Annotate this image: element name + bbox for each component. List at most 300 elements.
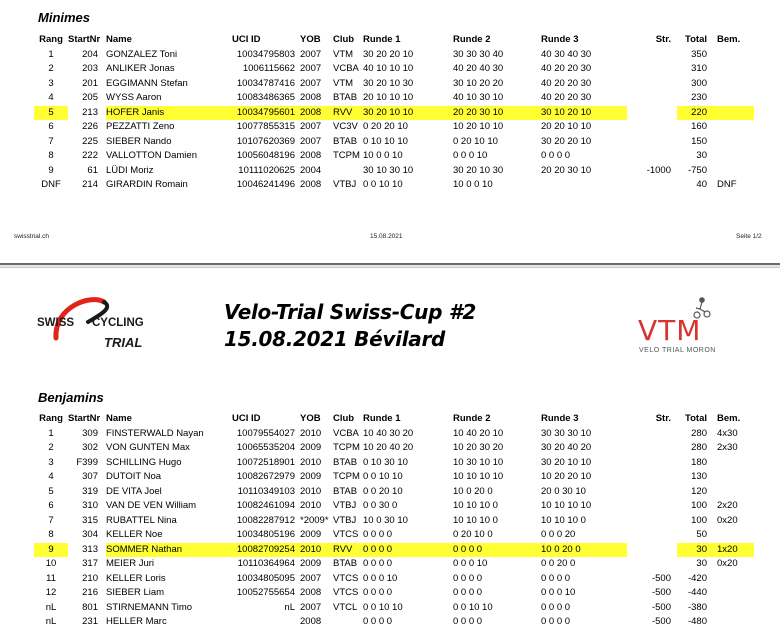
cell-bem xyxy=(713,164,754,179)
cell-r1: 0 0 0 0 xyxy=(363,587,393,598)
cell-club: VTBJ xyxy=(333,179,357,190)
cell-club: BTAB xyxy=(333,558,358,569)
cell-r1: 20 10 10 10 xyxy=(363,92,414,103)
cell-uci: 1006115662 xyxy=(242,63,295,74)
cell-r2: 20 20 30 10 xyxy=(453,106,541,121)
cell-bem xyxy=(713,149,754,164)
cell-bem xyxy=(713,528,754,543)
cell-str: -500 xyxy=(651,587,671,598)
cell-str xyxy=(627,485,677,500)
cell-name: LÜDI Moriz xyxy=(106,164,154,176)
cell-r1: 10 20 40 20 xyxy=(363,442,414,453)
cell-uci: 10052755654 xyxy=(236,587,295,598)
cell-r2: 0 0 0 10 xyxy=(453,150,488,161)
cell-r3: 40 20 20 30 xyxy=(541,92,592,103)
cell-r1: 0 10 30 10 xyxy=(363,456,408,468)
col-uci: UCI ID xyxy=(232,34,261,45)
cell-str xyxy=(627,441,677,456)
cell-r2: 0 0 0 0 xyxy=(453,587,483,598)
cell-club xyxy=(333,164,363,179)
cell-bem xyxy=(713,456,754,471)
col-rang: Rang xyxy=(39,413,63,424)
cell-uci: 10082461094 xyxy=(236,500,295,511)
cell-total: 30 xyxy=(677,543,713,558)
cell-r2: 0 0 0 0 xyxy=(453,616,483,627)
cell-str: -500 xyxy=(651,616,671,627)
cell-uci: 10083486365 xyxy=(236,92,295,103)
cell-bem xyxy=(713,91,754,106)
cell-bem xyxy=(713,601,754,616)
cell-r3: 10 0 20 0 xyxy=(541,543,627,558)
table-row xyxy=(34,77,754,92)
vtm-subtitle: VELO TRIAL MORON xyxy=(639,347,716,354)
table-row xyxy=(34,499,754,514)
cell-club: VTCS xyxy=(333,587,359,598)
cell-str: -1000 xyxy=(646,164,671,176)
cell-bem: DNF xyxy=(717,179,737,190)
table-row xyxy=(34,586,754,601)
cell-rang: 5 xyxy=(34,106,68,121)
cell-r3 xyxy=(541,178,627,193)
cell-r2: 0 0 0 10 xyxy=(453,558,488,569)
cell-yob: 2004 xyxy=(300,164,322,176)
benjamins-table xyxy=(34,412,754,630)
cell-total: 150 xyxy=(691,135,707,147)
vtm-letters: VTM xyxy=(638,314,702,347)
event-date-location: 15.08.2021 Bévilard xyxy=(224,327,446,351)
cell-yob: 2007 xyxy=(300,135,322,147)
cell-r1: 0 0 0 0 xyxy=(363,529,393,540)
cell-start: 214 xyxy=(82,179,98,190)
cell-name: VON GUNTEN Max xyxy=(106,442,190,453)
cell-str xyxy=(627,528,677,543)
cell-r2: 10 10 10 0 xyxy=(453,514,498,526)
cell-str xyxy=(627,456,677,471)
cell-yob: 2007 xyxy=(300,63,322,74)
cell-name: KELLER Noe xyxy=(106,529,163,540)
cell-uci: 10077855315 xyxy=(236,121,295,132)
cell-total: 130 xyxy=(691,471,707,482)
event-title: Velo-Trial Swiss-Cup #2 xyxy=(224,300,476,324)
cell-start: 216 xyxy=(82,587,98,598)
cell-name: GONZALEZ Toni xyxy=(106,48,178,60)
cell-start: 201 xyxy=(82,77,98,89)
cell-r2: 10 30 10 10 xyxy=(453,456,504,468)
cell-start: 307 xyxy=(82,471,98,482)
cell-yob: 2007 xyxy=(300,48,322,60)
cell-yob: 2007 xyxy=(300,121,322,132)
cell-yob: 2009 xyxy=(300,442,322,453)
col-startnr: StartNr xyxy=(68,413,101,424)
cell-yob: 2010 xyxy=(300,456,322,468)
cell-club: VTCS xyxy=(333,529,359,540)
cell-uci: 10065535204 xyxy=(236,442,295,453)
cell-club: VC3V xyxy=(333,121,358,132)
cell-r1: 0 0 30 0 xyxy=(363,500,398,511)
cell-bem xyxy=(713,135,754,150)
table-row xyxy=(34,557,754,572)
benjamins-title: Benjamins xyxy=(38,390,104,405)
cell-uci: 10110364964 xyxy=(237,558,295,569)
col-rang: Rang xyxy=(39,34,63,45)
cell-r2: 30 20 10 30 xyxy=(453,164,504,176)
cell-club: BTAB xyxy=(333,485,358,497)
cell-start: 222 xyxy=(82,150,98,161)
table-row xyxy=(34,572,754,587)
cell-yob: 2008 xyxy=(300,92,322,103)
cell-rang: 9 xyxy=(34,543,68,558)
table-row xyxy=(34,91,754,106)
cell-name: DE VITA Joel xyxy=(106,485,162,497)
cell-bem xyxy=(713,586,754,601)
swiss-cycling-trial-logo xyxy=(34,292,164,352)
cell-club: RVV xyxy=(333,543,363,558)
cell-name: FINSTERWALD Nayan xyxy=(106,427,204,439)
col-runde3: Runde 3 xyxy=(541,413,579,424)
cell-bem xyxy=(713,485,754,500)
cell-club xyxy=(333,615,363,630)
cell-r3: 0 0 0 0 xyxy=(541,616,571,627)
cell-uci: 10079554027 xyxy=(236,427,295,439)
cell-club: VTCL xyxy=(333,601,358,613)
cell-total: 300 xyxy=(691,77,707,89)
cell-club: VTCS xyxy=(333,572,359,584)
cell-r3: 10 20 20 10 xyxy=(541,471,592,482)
cell-uci: 10046241496 xyxy=(236,179,295,190)
cell-yob: 2008 xyxy=(300,150,322,161)
cell-r1: 10 40 30 20 xyxy=(363,427,414,439)
cell-r3: 40 20 20 30 xyxy=(541,77,592,89)
cell-yob: 2009 xyxy=(300,529,322,540)
table-row xyxy=(34,470,754,485)
cell-uci: 10034795803 xyxy=(236,48,295,60)
table-row xyxy=(34,48,754,63)
cell-rang: 5 xyxy=(48,485,54,497)
cell-total: -380 xyxy=(687,601,707,613)
cell-r2: 0 0 0 0 xyxy=(453,572,483,584)
cell-name: SCHILLING Hugo xyxy=(106,456,182,468)
cell-start: 304 xyxy=(82,529,98,540)
cell-start: 313 xyxy=(82,543,98,555)
cell-uci: 10034787416 xyxy=(236,77,295,89)
cell-r3: 10 10 10 10 xyxy=(541,500,592,511)
cell-yob: 2010 xyxy=(300,543,333,558)
col-str: Str. xyxy=(655,34,671,45)
table-row xyxy=(34,106,754,121)
cell-bem xyxy=(713,106,754,121)
cell-str xyxy=(627,514,677,529)
cell-uci: 10034805095 xyxy=(236,572,295,584)
cell-str xyxy=(627,77,677,92)
table-row xyxy=(34,427,754,442)
footer-website: swisstrial.ch xyxy=(14,233,50,240)
cell-str xyxy=(627,178,677,193)
cell-name: GIRARDIN Romain xyxy=(106,179,188,190)
cell-r3: 30 20 20 10 xyxy=(541,135,592,147)
cell-yob: 2010 xyxy=(300,500,322,511)
cell-r1: 0 0 10 10 xyxy=(363,179,403,190)
cell-uci: 10110349103 xyxy=(237,485,295,497)
cell-total: 120 xyxy=(691,485,707,497)
cell-r1: 30 20 20 10 xyxy=(363,48,414,60)
cell-bem: 4x30 xyxy=(717,427,738,439)
cell-r1: 0 0 0 10 xyxy=(363,572,398,584)
cell-club: TCPM xyxy=(333,442,360,453)
col-str: Str. xyxy=(655,413,671,424)
cell-uci: 10111020625 xyxy=(238,164,295,176)
cell-yob: 2010 xyxy=(300,485,322,497)
col-yob: YOB xyxy=(300,34,321,45)
cell-rang: 7 xyxy=(48,135,54,147)
cell-name: SOMMER Nathan xyxy=(106,543,220,558)
cell-start: 205 xyxy=(82,92,98,103)
cell-r1: 0 10 10 10 xyxy=(363,135,408,147)
cell-uci: 10072518901 xyxy=(236,456,295,468)
cell-r2: 10 0 20 0 xyxy=(453,485,493,497)
col-runde3: Runde 3 xyxy=(541,34,579,45)
table-row xyxy=(34,543,754,558)
cell-str xyxy=(627,543,677,558)
cell-total: 310 xyxy=(691,63,707,74)
cell-start: 317 xyxy=(82,558,98,569)
cell-start: 801 xyxy=(82,601,98,613)
cell-total: 100 xyxy=(691,514,707,526)
cell-rang: 1 xyxy=(48,48,54,60)
cell-yob: 2009 xyxy=(300,471,322,482)
cell-r1: 10 0 30 10 xyxy=(363,514,408,526)
col-runde1: Runde 1 xyxy=(363,34,401,45)
col-yob: YOB xyxy=(300,413,321,424)
cell-start: 231 xyxy=(82,616,98,627)
table-row xyxy=(34,485,754,500)
cell-start: 309 xyxy=(82,427,98,439)
cell-total: 220 xyxy=(677,106,713,121)
cell-r3: 20 20 30 10 xyxy=(541,164,592,176)
cell-uci: 10082672979 xyxy=(236,471,295,482)
cell-r2: 10 20 30 20 xyxy=(453,442,504,453)
cell-r2: 10 10 10 10 xyxy=(453,471,504,482)
cell-name: ANLIKER Jonas xyxy=(106,63,175,74)
cell-total: 180 xyxy=(691,456,707,468)
cell-r2: 0 0 10 10 xyxy=(453,601,493,613)
cell-bem: 2x30 xyxy=(717,442,738,453)
cell-str xyxy=(627,106,677,121)
cell-rang: 4 xyxy=(48,92,54,103)
minimes-title: Minimes xyxy=(38,10,91,25)
cell-rang: 3 xyxy=(48,456,54,468)
cell-rang: 2 xyxy=(48,442,54,453)
cell-total: 230 xyxy=(691,92,707,103)
cell-r2: 0 20 10 10 xyxy=(453,135,498,147)
cell-uci: 10107620369 xyxy=(236,135,295,147)
cell-yob: 2008 xyxy=(300,616,322,627)
cell-total: -750 xyxy=(687,164,707,176)
col-total: Total xyxy=(685,34,707,45)
cell-uci: 10034805196 xyxy=(236,529,295,540)
cell-total: -420 xyxy=(687,572,707,584)
col-bem: Bem. xyxy=(717,34,741,45)
cell-r2: 0 0 0 0 xyxy=(453,543,541,558)
table-row xyxy=(34,615,754,630)
cell-name: SIEBER Nando xyxy=(106,135,172,147)
cell-total: 50 xyxy=(696,529,707,540)
cell-start: 225 xyxy=(82,135,98,147)
cell-yob: 2008 xyxy=(300,106,333,121)
cell-yob: *2009* xyxy=(300,514,329,526)
cell-club: VTM xyxy=(333,48,354,60)
cell-rang: 12 xyxy=(45,587,57,598)
cell-bem: 2x20 xyxy=(717,500,738,511)
cell-club: BTAB xyxy=(333,135,358,147)
cell-start: 310 xyxy=(82,500,98,511)
cell-str xyxy=(627,557,677,572)
cell-str xyxy=(627,135,677,150)
logo-word-swiss: SWISS xyxy=(37,317,75,329)
cell-rang: 8 xyxy=(48,529,54,540)
cell-club: VTBJ xyxy=(333,514,357,526)
cell-str xyxy=(627,149,677,164)
cell-rang: 7 xyxy=(48,514,54,526)
cell-yob: 2007 xyxy=(300,77,322,89)
cell-str xyxy=(627,470,677,485)
cell-total: 40 xyxy=(696,179,707,190)
cell-club: BTAB xyxy=(333,456,358,468)
table-row xyxy=(34,441,754,456)
cell-r2: 30 30 30 40 xyxy=(453,48,504,60)
cell-str xyxy=(627,91,677,106)
cell-r3: 40 30 40 30 xyxy=(541,48,592,60)
cell-yob: 2008 xyxy=(300,179,322,190)
cell-total: 100 xyxy=(691,500,707,511)
cell-club: VCBA xyxy=(333,427,359,439)
cell-r2: 10 20 10 10 xyxy=(453,121,504,132)
cell-bem xyxy=(713,615,754,630)
cell-rang: 11 xyxy=(46,572,56,584)
cell-bem xyxy=(713,572,754,587)
cell-r3: 0 0 0 10 xyxy=(541,587,576,598)
cell-r3: 0 0 0 0 xyxy=(541,150,571,161)
cell-total: 160 xyxy=(691,121,707,132)
cell-str xyxy=(627,62,677,77)
cell-name: HOFER Janis xyxy=(106,106,220,121)
cell-club: BTAB xyxy=(333,92,358,103)
cell-rang: 2 xyxy=(48,63,54,74)
cell-bem: 0x20 xyxy=(717,514,738,526)
cell-str xyxy=(627,48,677,63)
cell-bem xyxy=(713,470,754,485)
cell-total: 280 xyxy=(691,442,707,453)
cell-rang: 3 xyxy=(48,77,54,89)
cell-str: -500 xyxy=(651,601,671,613)
cell-total: 30 xyxy=(696,150,707,161)
cell-name: WYSS Aaron xyxy=(106,92,162,103)
logo-word-cycling: CYCLING xyxy=(92,317,144,329)
cell-club: VTBJ xyxy=(333,500,357,511)
minimes-table xyxy=(34,33,754,193)
cell-start: 319 xyxy=(82,485,98,497)
cell-r1: 0 0 0 0 xyxy=(363,616,393,627)
table-row xyxy=(34,149,754,164)
cell-rang: 1 xyxy=(48,427,54,439)
cell-rang: 4 xyxy=(48,471,54,482)
vtm-logo xyxy=(634,296,730,356)
cell-r1: 10 0 0 10 xyxy=(363,150,403,161)
cell-rang: DNF xyxy=(41,179,61,190)
table-row xyxy=(34,135,754,150)
cell-str xyxy=(627,120,677,135)
minimes-header-row xyxy=(34,33,754,48)
cell-r3: 0 0 20 0 xyxy=(541,558,576,569)
cell-uci: 10082709254 xyxy=(220,543,300,558)
cell-name: PEZZATTI Zeno xyxy=(106,121,175,132)
cell-uci: 10056048196 xyxy=(236,150,295,161)
table-row xyxy=(34,164,754,179)
col-total: Total xyxy=(685,413,707,424)
cell-total: 280 xyxy=(691,427,707,439)
cell-yob: 2009 xyxy=(300,558,322,569)
cell-r1: 0 0 10 10 xyxy=(363,601,403,613)
cell-bem: 1x20 xyxy=(713,543,754,558)
cell-name: DUTOIT Noa xyxy=(106,471,162,482)
footer-page: Seite 1/2 xyxy=(736,233,762,240)
cell-rang: nL xyxy=(45,616,57,627)
cell-start: 203 xyxy=(82,63,98,74)
cell-r3: 30 20 40 20 xyxy=(541,442,592,453)
cell-total: -440 xyxy=(687,587,707,598)
cell-r3: 0 0 0 0 xyxy=(541,601,571,613)
col-startnr: StartNr xyxy=(68,34,101,45)
cell-r3: 40 20 20 30 xyxy=(541,63,592,74)
cell-r3: 0 0 0 20 xyxy=(541,529,576,540)
cell-club: TCPM xyxy=(333,471,360,482)
col-bem: Bem. xyxy=(717,413,741,424)
cell-r3: 30 30 30 10 xyxy=(541,427,592,439)
cell-total: 30 xyxy=(696,558,707,569)
cell-r1: 0 0 20 10 xyxy=(363,485,403,497)
col-name: Name xyxy=(106,34,132,45)
logo-word-trial: TRIAL xyxy=(104,335,143,350)
cell-bem xyxy=(713,62,754,77)
cell-uci: nL xyxy=(284,601,295,613)
cell-total: -480 xyxy=(687,616,707,627)
cell-r2: 10 40 20 10 xyxy=(453,427,504,439)
cell-start: 204 xyxy=(82,48,98,60)
cell-rang: 9 xyxy=(48,164,54,176)
cell-r2: 10 0 0 10 xyxy=(453,179,493,190)
col-runde1: Runde 1 xyxy=(363,413,401,424)
cell-uci xyxy=(220,615,300,630)
cell-r1: 30 10 30 10 xyxy=(363,164,414,176)
table-row xyxy=(34,601,754,616)
cell-name: KELLER Loris xyxy=(106,572,166,584)
cell-start: 213 xyxy=(82,106,98,118)
cell-r2: 30 10 20 20 xyxy=(453,77,504,89)
col-name: Name xyxy=(106,413,132,424)
cell-name: MEIER Juri xyxy=(106,558,155,569)
page-divider xyxy=(0,263,780,268)
col-runde2: Runde 2 xyxy=(453,34,491,45)
cell-name: EGGIMANN Stefan xyxy=(106,77,188,89)
cell-start: 61 xyxy=(87,164,98,176)
cell-r2: 40 10 30 10 xyxy=(453,92,504,103)
cell-r3: 30 10 20 10 xyxy=(541,106,627,121)
cell-name: SIEBER Liam xyxy=(106,587,165,598)
cell-r3: 20 20 10 10 xyxy=(541,121,592,132)
cell-r3: 0 0 0 0 xyxy=(541,572,571,584)
table-row xyxy=(34,514,754,529)
cell-r3: 10 10 10 0 xyxy=(541,514,586,526)
cell-start: F399 xyxy=(76,456,98,468)
